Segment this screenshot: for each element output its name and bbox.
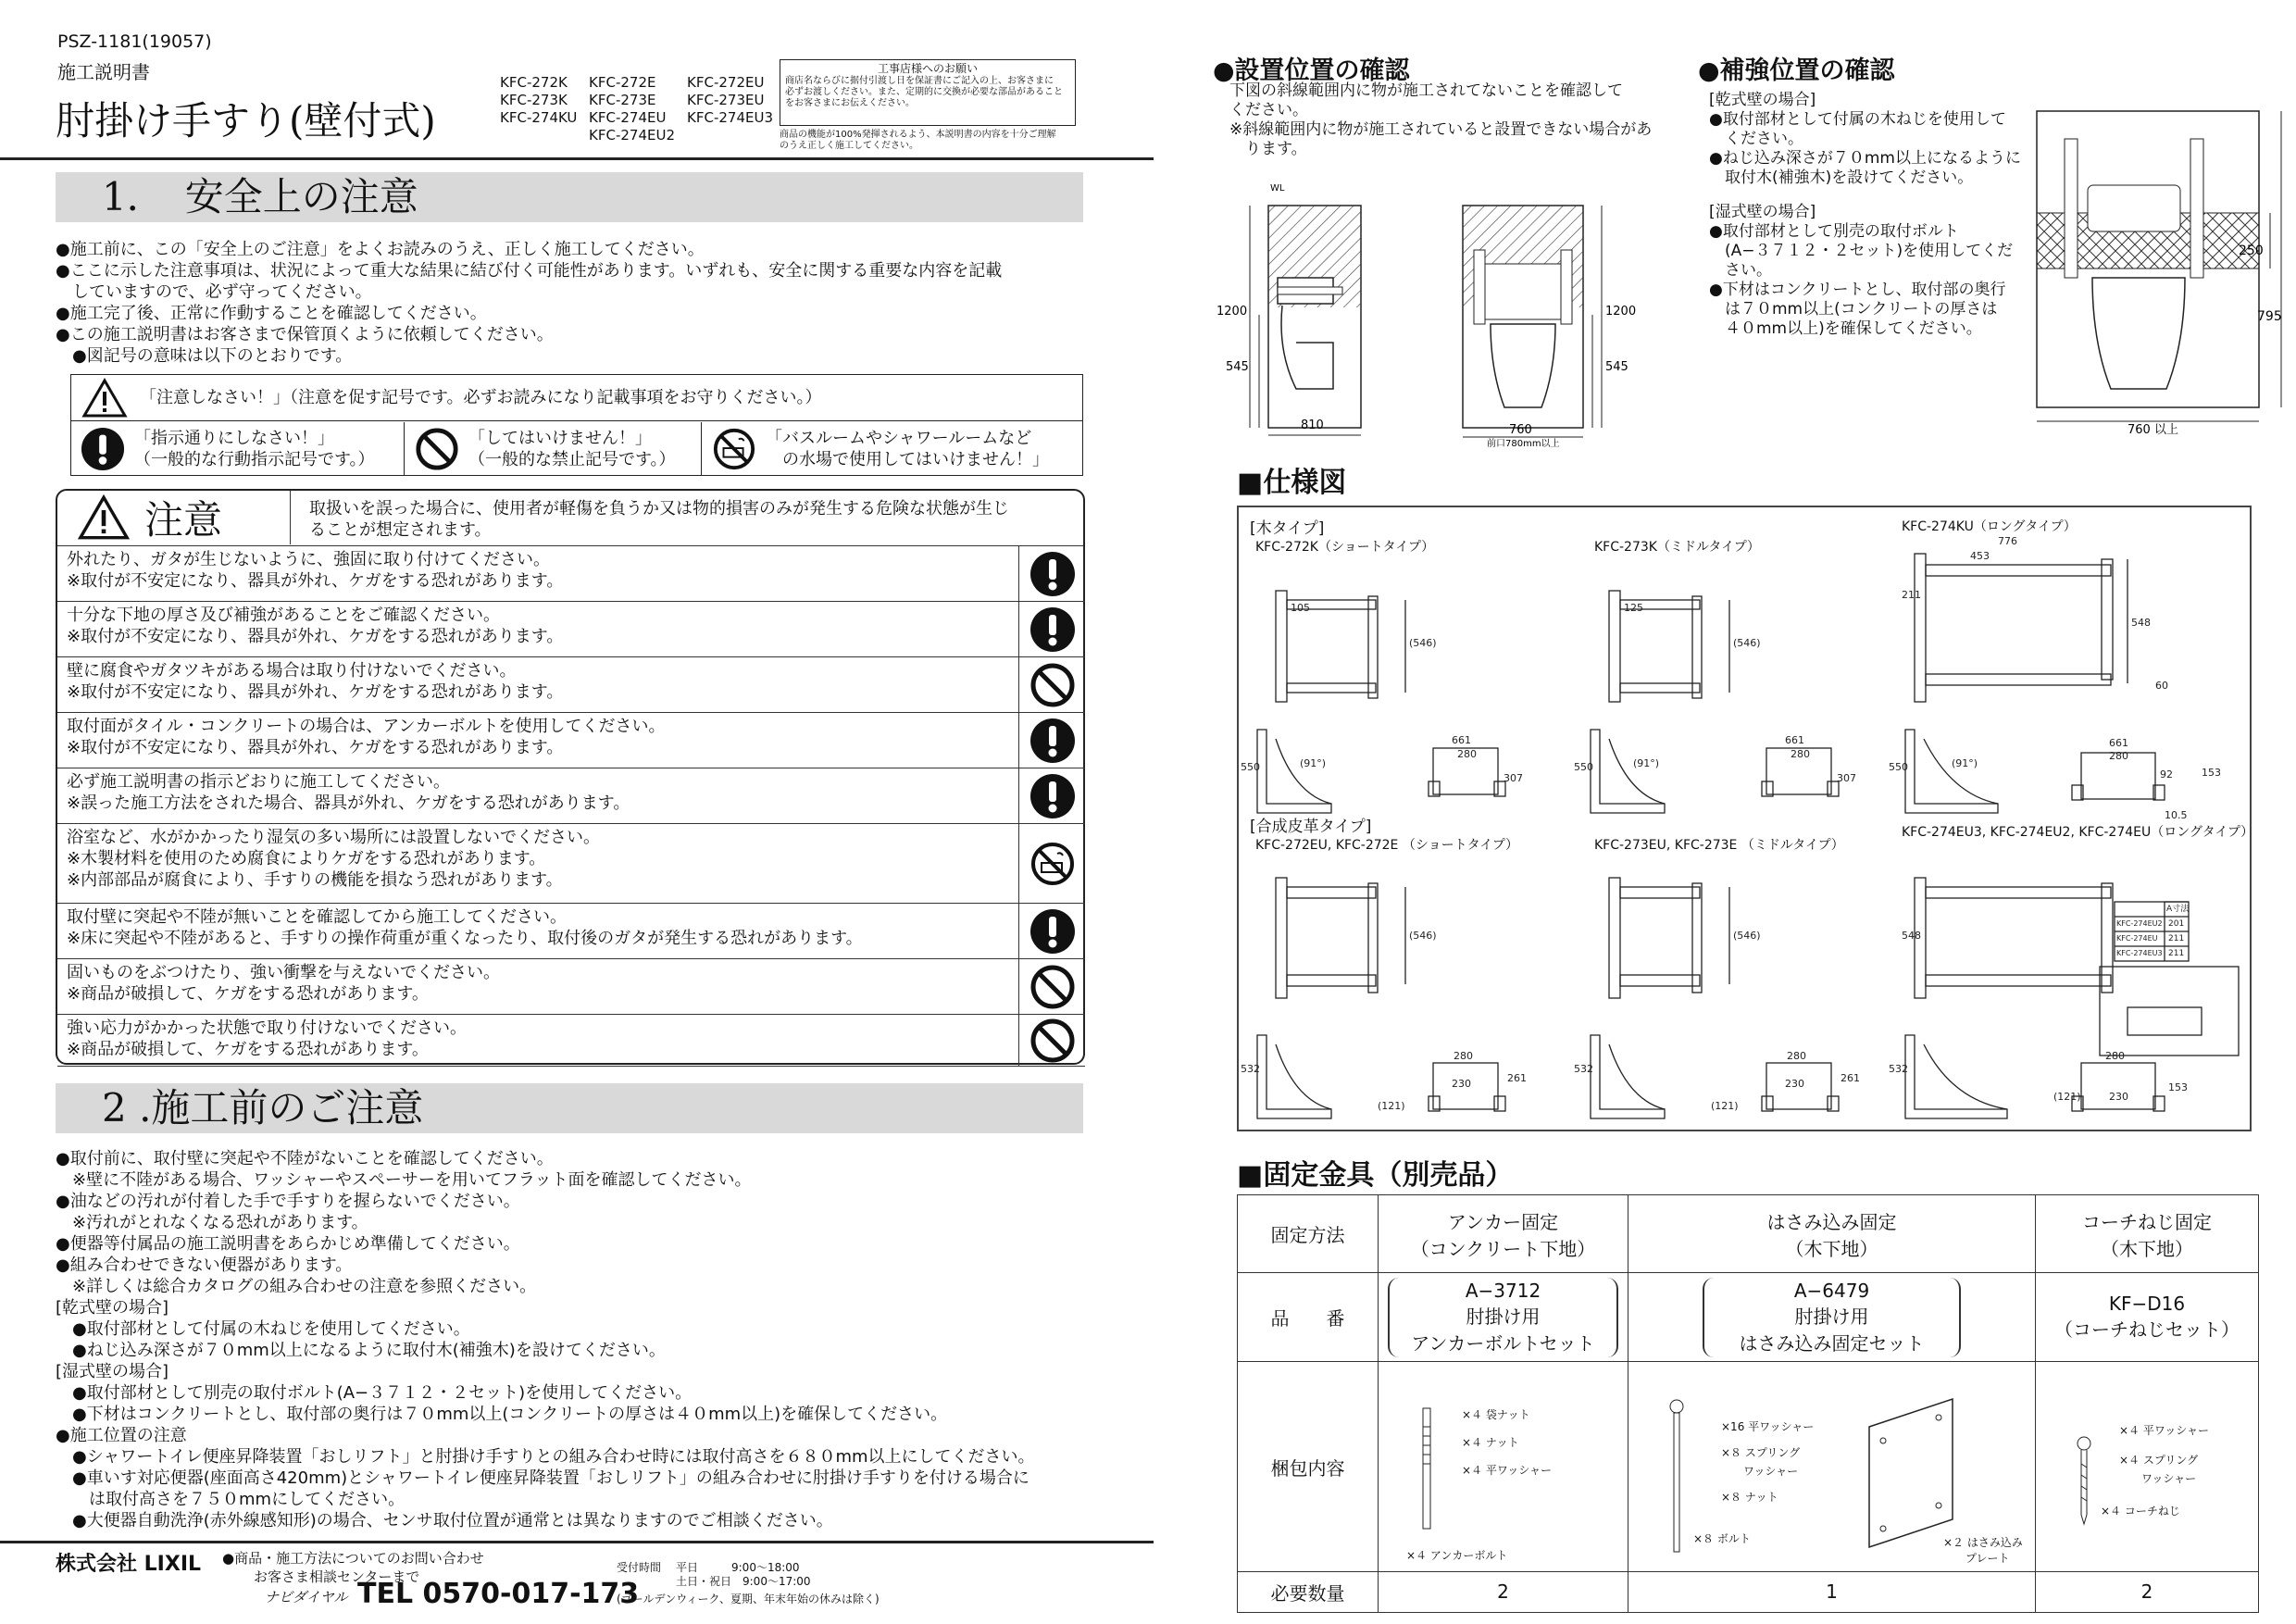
symbol-prohibit-label: 「してはいけません！」: [468, 429, 652, 448]
svg-text:前口780mm以上: 前口780mm以上: [1487, 439, 1560, 449]
caution-row: [57, 824, 1085, 904]
caution-row-line: 取付壁に突起や不陸が無いことを確認してから施工してください。: [67, 907, 567, 927]
caution-header: [57, 491, 1083, 546]
anchor-bolt-item: ×４ アンカーボルト: [1406, 1549, 1508, 1563]
bolt-item: ×８ ボルト: [1693, 1532, 1751, 1546]
prohibit-icon: [1018, 657, 1085, 713]
svg-text:1200: 1200: [1217, 305, 1248, 319]
svg-text:1200: 1200: [1605, 305, 1637, 319]
sec2-line: ●ねじ込み深さが７０mm以上になるように取付木(補強木)を設けてください。: [56, 1341, 666, 1360]
svg-text:532: 532: [1241, 1063, 1260, 1075]
svg-text:550: 550: [1241, 761, 1260, 773]
prohibit-icon: [1018, 1015, 1085, 1067]
sec2-line: ●施工位置の注意: [56, 1426, 187, 1445]
svg-text:211: 211: [1902, 589, 1921, 601]
svg-text:(121): (121): [1378, 1100, 1405, 1112]
nut-item: ×４ ナット: [1462, 1436, 1519, 1450]
sec2-line: ※詳しくは総合カタログの組み合わせの注意を参照ください。: [56, 1277, 537, 1296]
model-label-272eu: KFC-272EU, KFC-272E （ショートタイプ）: [1255, 838, 1519, 853]
sec2-line: ●取付前に、取付壁に突起や不陸がないことを確認してください。: [56, 1149, 554, 1168]
leather-type-label: [合成皮革タイプ]: [1250, 818, 1372, 836]
fixtures-title: ■固定金具（別売品）: [1237, 1159, 1514, 1192]
sec2-line: ●便器等付属品の施工説明書をあらかじめ準備してください。: [56, 1234, 520, 1254]
fx-content-label: 梱包内容: [1238, 1362, 1379, 1572]
svg-text:661: 661: [2109, 737, 2128, 749]
caution-row-line: 取付面がタイル・コンクリートの場合は、アンカーボルトを使用してください。: [67, 717, 666, 736]
svg-text:105: 105: [1291, 602, 1310, 614]
symbol-prohibit-desc: （一般的な禁止記号です。）: [468, 450, 676, 469]
caution-row-line: ※取付が不安定になり、器具が外れ、ケガをする恐れがあります。: [67, 627, 564, 646]
caution-row: [57, 959, 1085, 1015]
symbol-legend: [70, 374, 1083, 476]
caution-row: [57, 546, 1085, 602]
spring-washer-item: ×４ スプリング ワッシャー: [2119, 1454, 2199, 1486]
caution-row-line: 固いものをぶつけたり、強い衝撃を与えないでください。: [67, 963, 500, 982]
coach-screw-item: ×４ コーチねじ: [2101, 1505, 2180, 1518]
sec2-line: ●大便器自動洗浄(赤外線感知形)の場合、センサ取付位置が通常とは異なりますのでご相談ください。: [56, 1511, 833, 1530]
svg-text:760: 760: [1509, 423, 1532, 437]
sec2-line: ●油などの汚れが付着した手で手すりを握らないでください。: [56, 1192, 520, 1211]
svg-text:A寸法: A寸法: [2166, 905, 2190, 914]
sec2-line: ●車いす対応便器(座面高さ420mm)とシャワートイレ便座昇降装置「おしリフト」の組み合わせに肘掛け手すりを付ける場合に: [56, 1468, 1029, 1488]
caution-row-line: ※誤った施工方法をされた場合、器具が外れ、ケガをする恐れがあります。: [67, 793, 630, 813]
caution-row: [57, 657, 1085, 713]
position-diagram: [1213, 176, 1637, 449]
clamp-plate-item: ×２ はさみ込み プレート: [1943, 1536, 2023, 1566]
company-name: 株式会社 LIXIL: [56, 1553, 202, 1576]
svg-text:280: 280: [1787, 1050, 1806, 1062]
sec2-line: ●取付部材として別売の取付ボルト(A−３７１２・２セット)を使用してください。: [56, 1383, 693, 1403]
svg-text:280: 280: [1454, 1050, 1473, 1062]
caution-row: [57, 768, 1085, 824]
hours: 平日 9:00〜18:00 土日・祝日 9:00〜17:00: [676, 1561, 811, 1588]
model-label-274eu: KFC-274EU3, KFC-274EU2, KFC-274EU（ロングタイプ）: [1902, 825, 2254, 840]
caution-table: [56, 489, 1085, 1065]
caution-row-line: 浴室など、水がかかったり湿気の多い場所には設置しないでください。: [67, 828, 600, 847]
spec-note: 商品の機能が100%発揮されるよう、本説明書の内容を十分ご理解 のうえ正しく施工してください。: [780, 130, 1056, 151]
symbol-bath-label: 「バスルームやシャワールームなど: [766, 429, 1032, 448]
caution-label: 注意: [144, 497, 223, 543]
mandatory-icon: [1018, 904, 1085, 959]
fx-head-anchor: アンカー固定 （コンクリート下地）: [1379, 1195, 1628, 1273]
svg-text:211: 211: [2168, 949, 2185, 958]
caution-row-line: ※木製材料を使用のため腐食によりケガをする恐れがあります。: [67, 849, 546, 868]
model-col-3: KFC-272EU KFC-273EU KFC-274EU3: [687, 74, 773, 126]
svg-text:548: 548: [1902, 930, 1921, 942]
navi-label: ナビダイヤル: [265, 1589, 348, 1605]
mandatory-icon: [81, 427, 125, 471]
sec1-intro: ●施工前に、この「安全上のご注意」をよくお読みのうえ、正しく施工してください。 ●ここに示した注意事項は、状況によって重大な結果に結び付く可能性があります。いずれも、安全に関する重要な内容を記載 していますので、必ず守ってください。 ●施工完了後、正常に作動することを確認してください。 ●この施工説明書はお客さまで保管頂くように依頼してください。 ●図記号の意味は以下のとおりです。: [56, 240, 1003, 366]
nut-item: ×８ ナット: [1721, 1491, 1778, 1505]
caution-row: [57, 904, 1085, 959]
caution-row-line: ※床に突起や不陸があると、手すりの操作荷重が重くなったり、取付後のガタが発生する恐れがあります。: [67, 929, 863, 948]
reinforce-diagram: [2018, 102, 2287, 435]
svg-text:250: 250: [2239, 244, 2264, 258]
wood-type-label: [木タイプ]: [1250, 519, 1325, 538]
svg-text:153: 153: [2202, 767, 2221, 779]
position-title: ●設置位置の確認: [1213, 56, 1410, 85]
symbol-caution-row: [71, 375, 1082, 421]
fx-content-anchor: [1379, 1362, 1628, 1572]
doc-type: 施工説明書: [57, 61, 150, 83]
svg-text:261: 261: [1841, 1072, 1860, 1084]
sec2-line: ※汚れがとれなくなる恐れがあります。: [56, 1213, 368, 1232]
svg-text:307: 307: [1837, 772, 1856, 784]
mandatory-icon: [1018, 546, 1085, 602]
prohibit-icon: [1018, 959, 1085, 1015]
sec2-line: [乾式壁の場合]: [56, 1298, 169, 1318]
fx-qty-clamp: 1: [1628, 1571, 2036, 1612]
svg-text:810: 810: [1301, 418, 1324, 432]
mandatory-icon: [1018, 713, 1085, 768]
caution-desc: 取扱いを誤った場合に、使用者が軽傷を負うか又は物的損害のみが発生する危険な状態が生じ ることが想定されます。: [309, 499, 1009, 540]
svg-text:453: 453: [1970, 550, 1990, 562]
model-label-273eu: KFC-273EU, KFC-273E （ミドルタイプ）: [1594, 838, 1844, 853]
svg-text:(121): (121): [1711, 1100, 1739, 1112]
flat-washer-item: ×４ 平ワッシャー: [2119, 1424, 2210, 1438]
svg-text:230: 230: [2109, 1091, 2128, 1103]
fx-head-method: 固定方法: [1238, 1195, 1379, 1273]
fx-part-label: 品 番: [1238, 1273, 1379, 1362]
section1-title: 1． 安全上の注意: [56, 172, 1083, 222]
symbol-caution-text: 「注意しなさい！」（注意を促す記号です。必ずお読みになり記載事項をお守りください。）: [140, 388, 822, 407]
flat-washer-item: ×４ 平ワッシャー: [1462, 1464, 1553, 1478]
caution-row-line: ※取付が不安定になり、器具が外れ、ケガをする恐れがあります。: [67, 738, 564, 757]
symbol-instruct-label: 「指示通りにしなさい！」: [134, 429, 334, 448]
svg-text:KFC-274EU: KFC-274EU: [2116, 934, 2158, 943]
symbol-bath: [703, 422, 1082, 476]
model-col-2: KFC-272E KFC-273E KFC-274EU KFC-274EU2: [589, 74, 675, 144]
caution-row-line: ※取付が不安定になり、器具が外れ、ケガをする恐れがあります。: [67, 571, 564, 591]
svg-text:532: 532: [1889, 1063, 1908, 1075]
caution-row-line: 必ず施工説明書の指示どおりに施工してください。: [67, 772, 450, 792]
svg-text:KFC-274EU2: KFC-274EU2: [2116, 919, 2163, 928]
mandatory-icon: [1018, 768, 1085, 824]
caution-row: [57, 713, 1085, 768]
svg-text:230: 230: [1785, 1078, 1804, 1090]
svg-text:(546): (546): [1409, 637, 1437, 649]
caution-row-line: 十分な下地の厚さ及び補強があることをご確認ください。: [67, 606, 500, 625]
center-label: お客さま相談センターまで: [254, 1568, 420, 1585]
svg-text:545: 545: [1226, 360, 1249, 374]
reinforce-title: ●補強位置の確認: [1698, 56, 1895, 85]
sec2-line: ※壁に不陸がある場合、ワッシャーやスペーサーを用いてフラット面を確認してください。: [56, 1170, 752, 1190]
model-label-274ku: KFC-274KU（ロングタイプ）: [1902, 519, 2077, 534]
sec2-line: ●下材はコンクリートとし、取付部の奥行は７０mm以上(コンクリートの厚さは４０mm以上)を確保してください。: [56, 1405, 948, 1424]
svg-text:153: 153: [2168, 1081, 2188, 1093]
no-bath-icon: [1018, 824, 1085, 904]
fx-head-clamp: はさみ込み固定 （木下地）: [1628, 1195, 2036, 1273]
header-rule: [0, 157, 1154, 160]
svg-text:548: 548: [2131, 617, 2151, 629]
sec2-line: ●組み合わせできない便器があります。: [56, 1255, 353, 1275]
svg-text:201: 201: [2168, 919, 2185, 929]
caution-row-line: 強い応力がかかった状態で取り付けないでください。: [67, 1018, 467, 1038]
bolt-icon: [1666, 1399, 1688, 1556]
fx-content-clamp: [1628, 1362, 2036, 1572]
svg-text:211: 211: [2168, 934, 2185, 943]
svg-text:280: 280: [1791, 748, 1810, 760]
svg-text:(91°): (91°): [1952, 757, 1978, 769]
caution-row-line: 壁に腐食やガタツキがある場合は取り付けないでください。: [67, 661, 517, 681]
svg-text:(121): (121): [2053, 1091, 2081, 1103]
svg-text:92: 92: [2160, 768, 2173, 781]
svg-text:776: 776: [1998, 535, 2017, 547]
footer-rule: [0, 1541, 1154, 1543]
svg-text:WL: WL: [1270, 183, 1285, 194]
caution-row-line: 外れたり、ガタが生じないように、強固に取り付けてください。: [67, 550, 550, 569]
svg-text:307: 307: [1504, 772, 1523, 784]
fx-part-clamp: A−6479 肘掛け用 はさみ込み固定セット: [1628, 1273, 2036, 1362]
svg-text:760 以上: 760 以上: [2128, 423, 2178, 437]
sec2-line: [湿式壁の場合]: [56, 1362, 169, 1381]
spec-title: ■仕様図: [1237, 467, 1347, 499]
fx-head-coach: コーチねじ固定 （木下地）: [2036, 1195, 2259, 1273]
symbol-bath-desc: の水場で使用してはいけません！」: [766, 450, 1049, 469]
svg-text:661: 661: [1452, 734, 1471, 746]
svg-text:280: 280: [2105, 1050, 2125, 1062]
page-title: 肘掛け手すり(壁付式): [56, 98, 436, 144]
sec2-line: ●取付部材として付属の木ねじを使用してください。: [56, 1319, 470, 1339]
svg-text:10.5: 10.5: [2165, 809, 2188, 821]
doc-code: PSZ-1181(19057): [57, 31, 212, 52]
clamp-plate-icon: [1860, 1399, 1962, 1547]
svg-text:280: 280: [2109, 750, 2128, 762]
spec-diagram-box: [1237, 506, 2252, 1131]
flat-washer-item: ×16 平ワッシャー: [1721, 1420, 1815, 1434]
svg-text:(546): (546): [1733, 637, 1761, 649]
model-label-273k: KFC-273K（ミドルタイプ）: [1594, 540, 1760, 555]
symbol-prohibit: [406, 422, 702, 476]
hours-label: 受付時間: [617, 1561, 662, 1574]
model-col-1: KFC-272K KFC-273K KFC-274KU: [500, 74, 578, 126]
svg-text:(91°): (91°): [1300, 757, 1327, 769]
position-text: 下図の斜線範囲内に物が施工されてないことを確認して ください。 ※斜線範囲内に物が施工されていると設置できない場合があ ります。: [1229, 81, 1653, 158]
svg-text:545: 545: [1605, 360, 1628, 374]
svg-text:550: 550: [1889, 761, 1908, 773]
section2-title: 2 .施工前のご注意: [56, 1083, 1083, 1133]
svg-text:280: 280: [1457, 748, 1477, 760]
caution-label-cell: [57, 491, 291, 544]
spring-washer-item: ×８ スプリング ワッシャー: [1721, 1446, 1801, 1479]
fx-qty-anchor: 2: [1379, 1571, 1628, 1612]
svg-text:KFC-274EU3: KFC-274EU3: [2116, 949, 2163, 957]
notice-box: 工事店様へのお願い 商店名ならびに据付引渡し日を保証書にご記入の上、お客さまに 必ずお渡しください。また、定期的に交換が必要な部品があること をお客さまにお伝えください。: [780, 59, 1076, 126]
spec-drawings: [1239, 507, 2254, 1130]
fx-qty-label: 必要数量: [1238, 1571, 1379, 1612]
fx-part-coach: KF−D16 （コーチねじセット）: [2036, 1273, 2259, 1362]
svg-text:550: 550: [1574, 761, 1593, 773]
svg-text:230: 230: [1452, 1078, 1471, 1090]
caution-row: [57, 1015, 1085, 1067]
holiday-note: (ゴールデンウィーク、夏期、年末年始の休みは除く): [617, 1593, 880, 1605]
symbol-instruct-desc: （一般的な行動指示記号です。）: [134, 450, 375, 469]
svg-text:261: 261: [1507, 1072, 1527, 1084]
svg-text:(91°): (91°): [1633, 757, 1660, 769]
fx-qty-coach: 2: [2036, 1571, 2259, 1612]
sec2-line: ●シャワートイレ便座昇降装置「おしリフト」と肘掛け手すりとの組み合わせ時には取付高さを６８０mm以上にしてください。: [56, 1447, 1035, 1467]
phone-number[interactable]: TEL 0570-017-173: [357, 1578, 640, 1610]
anchor-bolt-icon: [1416, 1408, 1438, 1538]
fixtures-table: [1237, 1194, 2259, 1613]
prohibit-icon: [415, 427, 459, 471]
svg-text:532: 532: [1574, 1063, 1593, 1075]
fx-content-coach: [2036, 1362, 2259, 1572]
svg-text:(546): (546): [1733, 930, 1761, 942]
caution-row: [57, 602, 1085, 657]
sec2-line: は取付高さを７５０mmにしてください。: [56, 1490, 406, 1509]
caution-triangle-icon: [78, 495, 130, 540]
sec2-body: [56, 1148, 1035, 1531]
svg-text:125: 125: [1624, 602, 1643, 614]
no-bath-icon: [712, 427, 756, 471]
model-label-272k: KFC-272K（ショートタイプ）: [1255, 540, 1435, 555]
cap-nut-item: ×４ 袋ナット: [1462, 1408, 1530, 1422]
caution-row-line: ※商品が破損して、ケガをする恐れがあります。: [67, 984, 429, 1004]
svg-text:795: 795: [2257, 309, 2282, 324]
inquiry-label: ●商品・施工方法についてのお問い合わせ: [222, 1550, 484, 1567]
caution-triangle-icon: [82, 379, 127, 418]
svg-text:661: 661: [1785, 734, 1804, 746]
reinforce-text: [乾式壁の場合] ●取付部材として付属の木ねじを使用して ください。 ●ねじ込み深さが７０mm以上になるように 取付木(補強木)を設けてください。 [湿式壁の場合] ●取付部材として別売の取付ボルト (A−３７１２・２セット)を使用してくだ さい。 ●下材はコンクリートとし、取付部の奥行 は７０mm以上(コンクリートの厚さは ４０mm以上)を確保してください。: [1709, 91, 2021, 338]
mandatory-icon: [1018, 602, 1085, 657]
svg-text:60: 60: [2155, 680, 2168, 692]
caution-row-line: ※内部部品が腐食により、手すりの機能を損なう恐れがあります。: [67, 870, 563, 890]
caution-row-line: ※商品が破損して、ケガをする恐れがあります。: [67, 1040, 429, 1059]
caution-row-line: ※取付が不安定になり、器具が外れ、ケガをする恐れがあります。: [67, 682, 564, 702]
symbol-instruct: [71, 422, 405, 476]
svg-text:(546): (546): [1409, 930, 1437, 942]
fx-part-anchor: A−3712 肘掛け用 アンカーボルトセット: [1379, 1273, 1628, 1362]
coach-screw-icon: [2073, 1436, 2095, 1529]
